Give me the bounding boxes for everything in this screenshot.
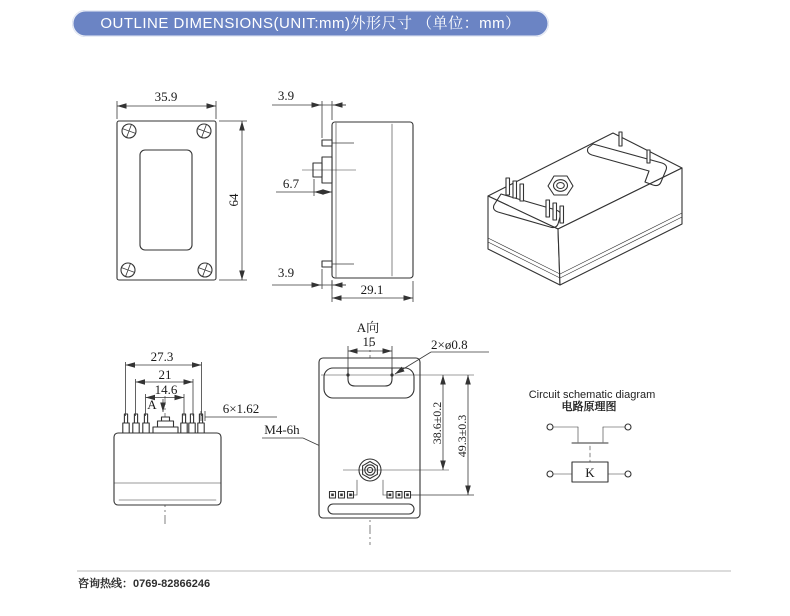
dim-pin-size: 6×1.62 [222,401,260,416]
hex-nut-iso [548,176,573,195]
dim-tab-top: 3.9 [277,88,295,103]
schematic-title-en: Circuit schematic diagram [528,389,656,401]
mount-tab-bottom [322,261,332,267]
terminal [547,471,553,477]
terminal [625,471,631,477]
hotline-text: 咨询热线：0769-82866246 [78,578,211,590]
dim-span-inner: 14.6 [154,382,178,397]
dim-height-to-screw: 38.6±0.2 [430,401,444,445]
schematic-title-zh: 电路原理图 [561,401,617,413]
pin-hole [390,373,393,376]
pin-hole [346,373,349,376]
dim-height-total: 49.3±0.3 [455,414,469,458]
dim-thread: M4-6h [264,422,300,437]
dim-span-outer: 27.3 [150,349,174,364]
section-label: A [147,397,157,412]
page-title: OUTLINE DIMENSIONS(UNIT:mm)外形尺寸 （单位：mm） [72,10,549,37]
front-view [117,89,247,280]
section-view-label: A向 [356,320,380,335]
coil-label: K [585,465,595,480]
isometric-view [488,132,682,285]
terminal [625,424,631,430]
dim-bolt-protrusion: 6.7 [282,176,300,191]
screw-boss-bottom [153,417,178,433]
dim-hole-size: 2×ø0.8 [431,337,468,352]
dim-depth: 29.1 [360,282,384,297]
dim-span-mid: 21 [158,367,172,382]
dim-front-width: 35.9 [154,89,178,104]
mount-tab-top [322,140,332,146]
dim-front-height: 64 [226,193,241,207]
section-a-view [319,320,489,545]
side-view [272,88,413,302]
circuit-schematic [529,389,656,482]
dim-tab-bottom: 3.9 [277,265,295,280]
footer-divider [77,570,731,572]
dim-hole-pitch: 15 [362,334,376,349]
terminal [547,424,553,430]
